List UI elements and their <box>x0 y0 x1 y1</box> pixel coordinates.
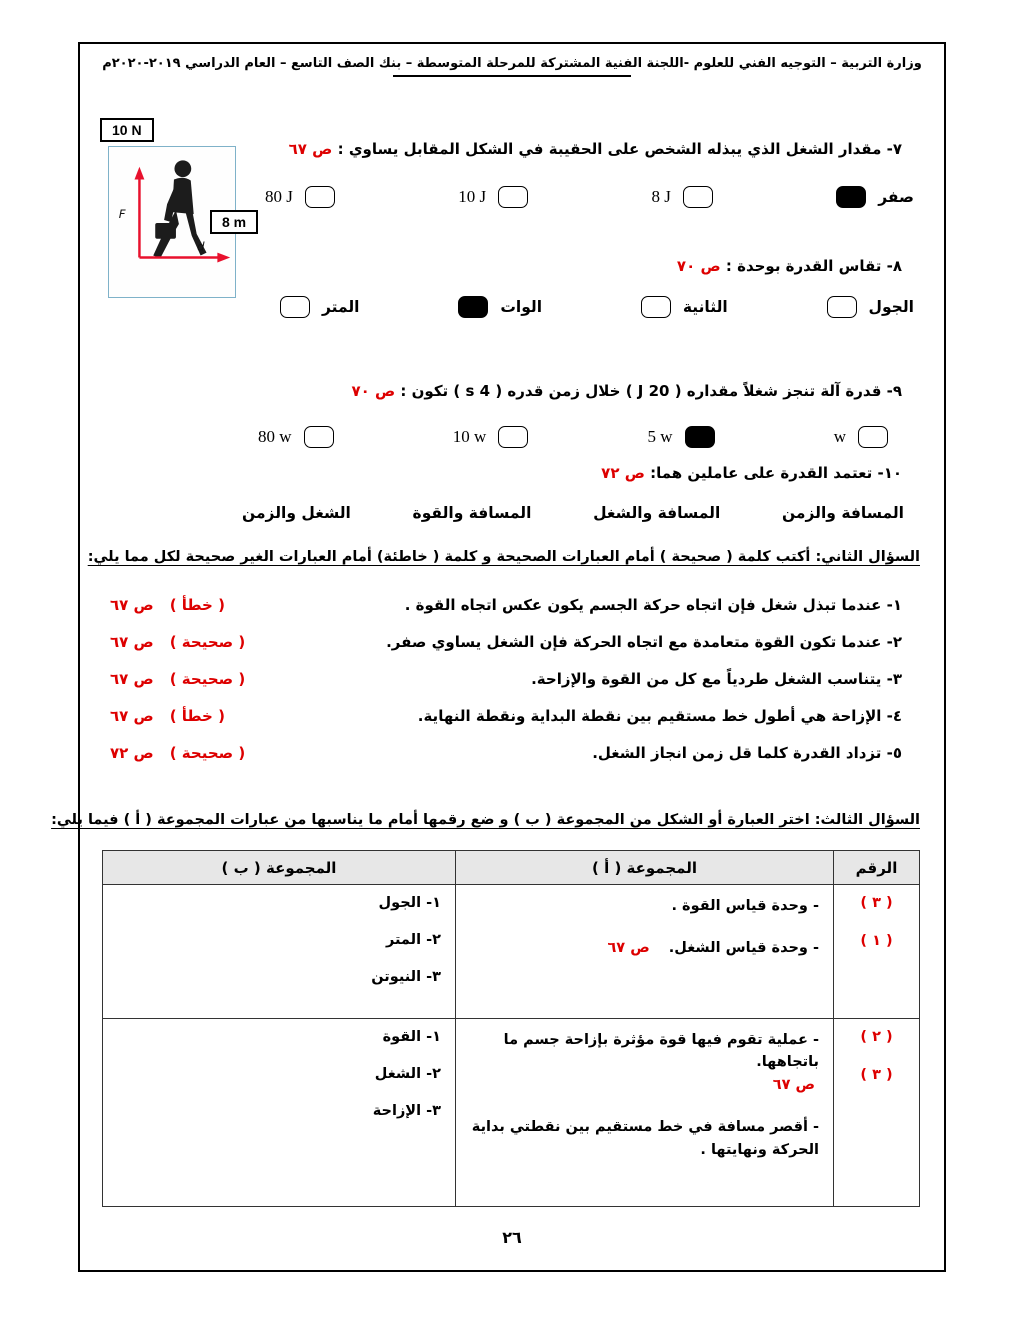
group-b-cell <box>103 885 456 1019</box>
match-number-answer: ( ١ ) <box>860 933 893 949</box>
option-distance-work: المسافة والشغل <box>593 504 721 522</box>
answer-checkbox[interactable] <box>280 296 310 318</box>
option-label: 10 w <box>452 427 487 446</box>
section-2-body <box>110 596 902 781</box>
option-label: 80 w <box>258 427 292 446</box>
answer-verdict: ( صحيحة ) <box>169 670 246 688</box>
force-value-label: 10 N <box>100 118 154 142</box>
statement-answer <box>110 744 245 762</box>
group-a-item-text: - عملية تقوم فيها قوة مؤثرة بإزاحة جسم ما باتجاهها. <box>503 1032 819 1071</box>
option-label: المتر <box>322 298 360 316</box>
document-header-title: وزارة التربية – التوجيه الفني للعلوم -اللجنة الفنية المشتركة للمرحلة المتوسطة – بنك الصف التاسع – العام الدراسي ٢٠١٩-٢٠٢٠م <box>102 56 922 71</box>
option-second <box>641 296 728 318</box>
question-9-page-ref: ص ٧٠ <box>351 382 396 400</box>
question-10-options <box>242 504 904 522</box>
question-9-text: ٩- قدرة آلة تنجز شغلاً مقداره ( 20 J ) خلال زمن قدره ( 4 s ) تكون : <box>400 382 902 400</box>
option-label: 5 w <box>647 427 673 446</box>
column-header-group-b: المجموعة ( ب ) <box>103 851 456 885</box>
option-label: الوات <box>500 298 543 316</box>
question-8-text: ٨- تقاس القدرة بوحدة : <box>725 257 902 275</box>
section-3-heading: السؤال الثالث: اختر العبارة أو الشكل من المجموعة ( ب ) و ضع رقمها أمام ما يناسبها من عبارات المجموعة ( أ ) فيما يلي: <box>51 812 920 828</box>
group-a-cell <box>456 1019 834 1207</box>
statement-text: ٣- يتناسب الشغل طردياً مع كل من القوة والإزاحة. <box>531 670 902 688</box>
answer-page-ref: ص ٦٧ <box>110 707 154 725</box>
answer-checkbox[interactable] <box>498 186 528 208</box>
option-label: 8 J <box>651 187 671 206</box>
option-label: صفر <box>878 188 914 206</box>
match-number-answer: ( ٣ ) <box>860 895 893 911</box>
option-distance-time: المسافة والزمن <box>781 504 904 522</box>
page-frame <box>51 42 946 1272</box>
force-arrow-icon <box>135 167 145 258</box>
option-label: w <box>833 427 846 446</box>
group-a-item-text: - وحدة قياس القوة . <box>671 898 819 914</box>
group-b-item: ٢- الشغل <box>374 1066 441 1082</box>
option-distance-force: المسافة والقوة <box>412 504 532 522</box>
statement-answer <box>110 670 245 688</box>
page-number: ٢٦ <box>502 1228 522 1247</box>
group-b-item: ٣- النيوتن <box>371 969 441 985</box>
group-b-item: ١- الجول <box>378 895 441 911</box>
answer-verdict: ( صحيحة ) <box>169 633 246 651</box>
option-label: 10 J <box>458 187 487 206</box>
question-9-options <box>258 426 888 448</box>
answer-checkbox[interactable] <box>685 426 715 448</box>
question-8 <box>677 257 902 275</box>
option-work-time: الشغل والزمن <box>242 504 351 522</box>
option-label: الثانية <box>682 298 728 316</box>
option-80w <box>258 426 334 448</box>
answer-checkbox[interactable] <box>683 186 713 208</box>
group-a-item <box>470 1029 819 1096</box>
option-label: الجول <box>868 298 914 316</box>
answer-page-ref: ص ٦٧ <box>110 633 154 651</box>
question-7-text: ٧- مقدار الشغل الذي يبذله الشخص على الحقيبة في الشكل المقابل يساوي : <box>337 140 902 158</box>
question-10-text: ١٠- تعتمد القدرة على عاملين هما: <box>650 464 902 482</box>
question-8-options <box>280 296 914 318</box>
question-10-page-ref: ص ٧٢ <box>601 464 645 482</box>
answer-verdict: ( صحيحة ) <box>169 744 246 762</box>
group-a-item-ref: ص ٦٧ <box>607 940 650 957</box>
number-answer-cell <box>834 1019 920 1207</box>
answer-checkbox[interactable] <box>458 296 488 318</box>
group-b-item: ٣- الإزاحة <box>372 1103 441 1119</box>
table-header-row <box>103 851 920 885</box>
statement-answer <box>110 707 225 725</box>
table-row <box>103 885 920 1019</box>
statement-answer <box>110 596 225 614</box>
answer-checkbox[interactable] <box>304 426 334 448</box>
option-zero <box>836 186 914 208</box>
group-b-cell <box>103 1019 456 1207</box>
distance-value-label: 8 m <box>210 210 258 234</box>
number-answer-cell <box>834 885 920 1019</box>
answer-verdict: ( خطأ ) <box>169 707 225 725</box>
option-80j <box>265 186 335 208</box>
option-metre <box>280 296 360 318</box>
statement-text: ٢- عندما تكون القوة متعامدة مع اتجاه الحركة فإن الشغل يساوي صفر. <box>386 633 902 651</box>
option-10j <box>458 186 528 208</box>
option-joule <box>827 296 914 318</box>
answer-checkbox[interactable] <box>641 296 671 318</box>
group-a-item <box>470 937 819 959</box>
option-5w <box>647 426 714 448</box>
question-8-page-ref: ص ٧٠ <box>676 257 721 275</box>
force-symbol-label: F <box>118 207 126 222</box>
option-w <box>834 426 888 448</box>
group-b-item: ١- القوة <box>382 1029 441 1045</box>
group-a-item-ref: ص ٦٧ <box>772 1076 815 1093</box>
group-a-cell <box>456 885 834 1019</box>
match-number-answer: ( ٣ ) <box>860 1067 893 1083</box>
statement-text: ١- عندما تبذل شغل فإن اتجاه حركة الجسم يكون عكس اتجاه القوة . <box>404 596 902 614</box>
answer-page-ref: ص ٦٧ <box>110 670 154 688</box>
section-2-heading: السؤال الثاني: أكتب كلمة ( صحيحة ) أمام العبارات الصحيحة و كلمة ( خاطئة) أمام العبارات الغير صحيحة لكل مما يلي: <box>87 549 920 565</box>
statement-row <box>110 707 902 725</box>
group-a-item-text: - وحدة قياس الشغل. <box>668 940 819 957</box>
matching-table <box>102 850 920 1207</box>
statement-row <box>110 596 902 614</box>
statement-row <box>110 744 902 762</box>
displacement-symbol-label: d <box>197 239 205 254</box>
statement-text: ٤- الإزاحة هي أطول خط مستقيم بين نقطة البداية ونقطة النهاية. <box>417 707 902 725</box>
question-7-page-ref: ص ٦٧ <box>288 140 333 158</box>
physics-figure <box>100 118 300 308</box>
answer-checkbox[interactable] <box>498 426 528 448</box>
question-7 <box>289 140 902 158</box>
statement-row <box>110 633 902 651</box>
answer-page-ref: ص ٧٢ <box>110 744 154 762</box>
answer-checkbox[interactable] <box>827 296 857 318</box>
column-header-group-a: المجموعة ( أ ) <box>456 851 834 885</box>
question-9 <box>351 382 902 400</box>
option-label: 80 J <box>265 187 293 206</box>
option-watt <box>458 296 542 318</box>
statement-answer <box>110 633 245 651</box>
group-b-item: ٢- المتر <box>385 932 441 948</box>
question-7-options <box>265 186 914 208</box>
answer-checkbox[interactable] <box>305 186 335 208</box>
option-10w <box>453 426 529 448</box>
displacement-arrow-icon <box>139 253 230 263</box>
answer-checkbox[interactable] <box>836 186 866 208</box>
group-a-item <box>470 1116 819 1161</box>
statement-row <box>110 670 902 688</box>
column-header-number: الرقم <box>834 851 920 885</box>
option-8j <box>651 186 712 208</box>
header-underline <box>393 75 631 77</box>
group-a-item <box>470 895 819 917</box>
group-a-item-text: - أقصر مسافة في خط مستقيم بين نقطتي بداية الحركة ونهايتها . <box>471 1119 819 1158</box>
statement-text: ٥- تزداد القدرة كلما قل زمن انجاز الشغل. <box>592 744 902 762</box>
answer-page-ref: ص ٦٧ <box>110 596 154 614</box>
answer-checkbox[interactable] <box>858 426 888 448</box>
answer-verdict: ( خطأ ) <box>169 596 225 614</box>
match-number-answer: ( ٢ ) <box>860 1029 893 1045</box>
question-10 <box>601 464 902 482</box>
table-row <box>103 1019 920 1207</box>
